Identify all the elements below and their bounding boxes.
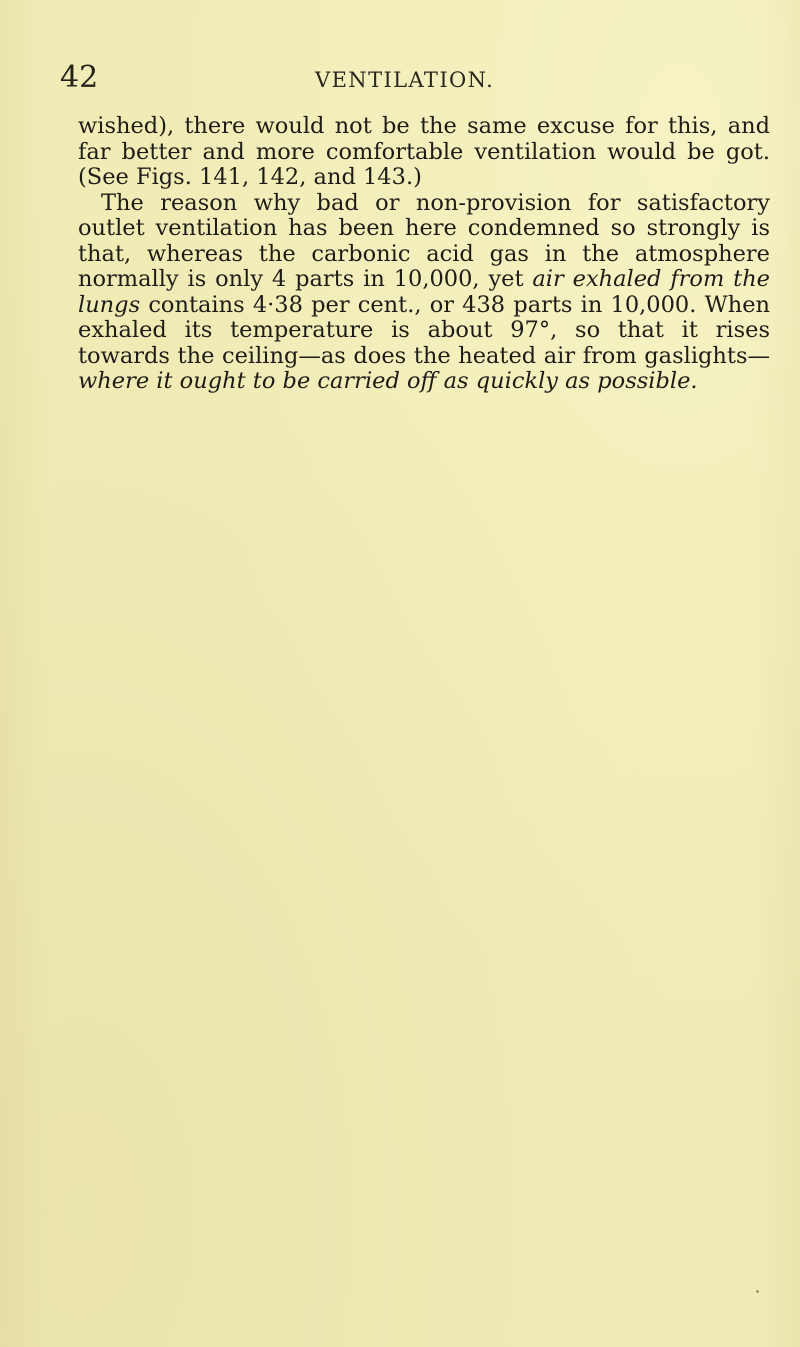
- page-number: 42: [60, 60, 99, 95]
- running-head: [60, 60, 750, 100]
- paragraph-text-part-2: contains 4·38 per cent., or 438 parts in 10,000. When exhaled its temperature is about 97°, so that it rises towards the ceiling—as does the heated air from gaslights—: [78, 291, 770, 369]
- running-title: VENTILATION.: [315, 68, 495, 92]
- paragraph-continuation: wished), there would not be the same excuse for this, and far better and more comfortable ventilation would be got. (See Figs. 141, 142, and 143.): [78, 113, 770, 190]
- italic-emphasis-exhaled-air: air exhaled from the lungs: [78, 266, 770, 318]
- paragraph-text-part-1: The reason why bad or non-provision for satisfactory outlet ventilation has been here condemned so strongly is that, whereas the carbonic acid gas in the atmosphere normally is only 4 parts in 10,000, yet: [78, 189, 770, 292]
- paper-speck: [756, 1290, 759, 1293]
- body-text: [78, 114, 770, 395]
- paragraph-reason: [78, 191, 770, 395]
- italic-emphasis-carried-off: where it ought to be carried off as quickly as possible.: [78, 368, 698, 394]
